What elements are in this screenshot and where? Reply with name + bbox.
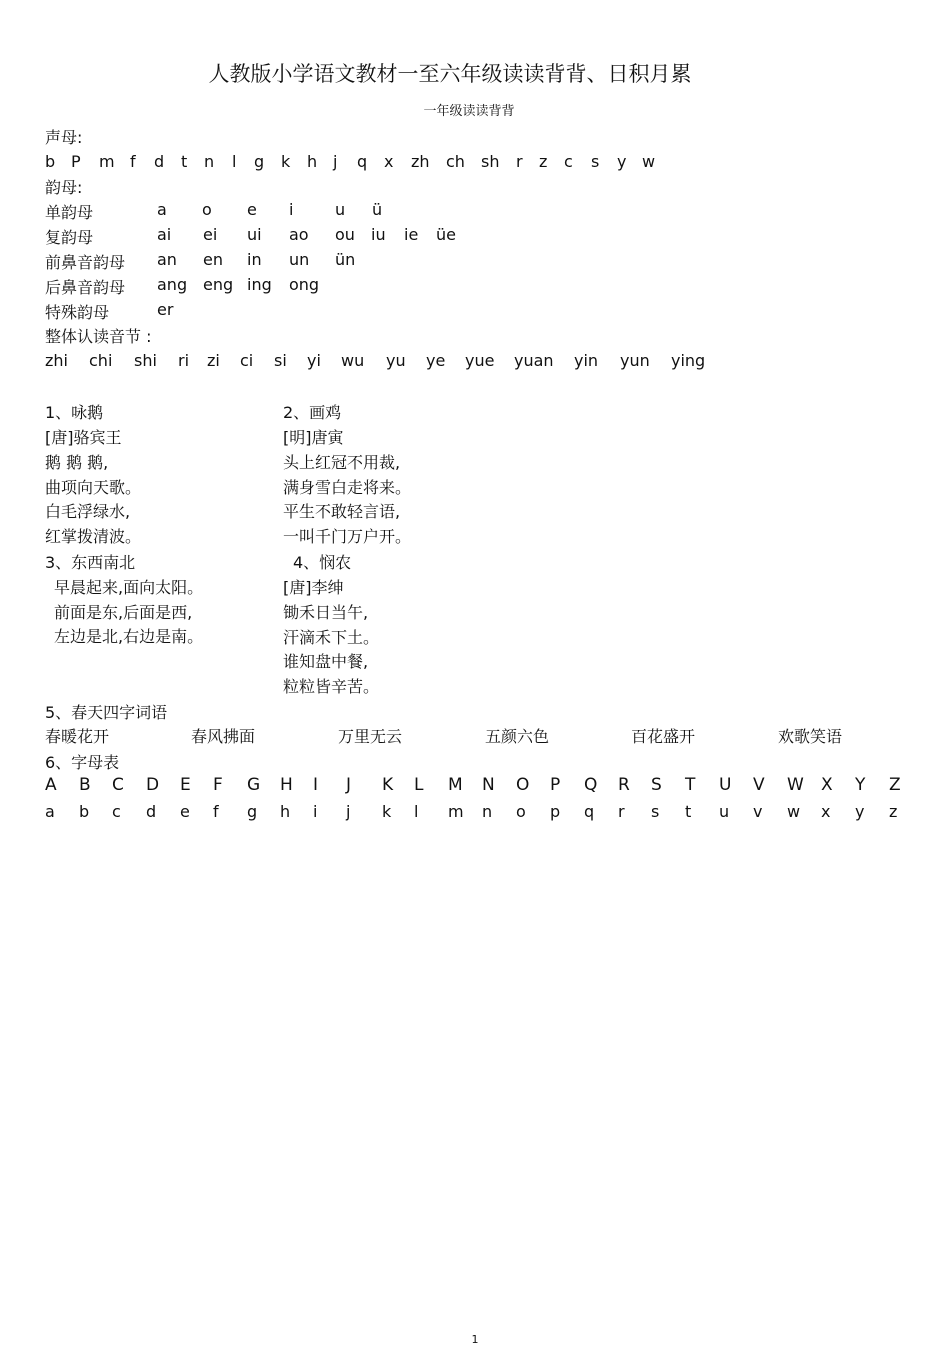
shengmu-item: n [204,152,215,171]
section-subtitle: 一年级读读背背 [423,104,515,119]
alphabet-upper-letter: J [346,775,352,795]
poem-line: 左边是北,右边是南。 [54,627,204,646]
poem-author: [唐]李绅 [283,578,344,597]
poem-line: 白毛浮绿水, [45,502,131,521]
yunmu-item: eng [203,275,234,294]
yunmu-group-name: 单韵母 [45,203,94,222]
shengmu-item: sh [481,152,500,171]
yunmu-item: ün [335,250,356,269]
shengmu-item: q [357,152,368,171]
alphabet-lower-letter: c [112,802,121,821]
yunmu-item: a [157,200,167,219]
shengmu-item: z [539,152,548,171]
poem-title: 2、画鸡 [283,403,342,422]
poem-line: 早晨起来,面向太阳。 [54,578,204,597]
zhengti-item: ri [178,351,190,370]
alphabet-lower-letter: w [787,802,801,821]
zhengti-item: yun [620,351,650,370]
page-title: 人教版小学语文教材一至六年级读读背背、日积月累 [208,62,692,86]
poem-line: 鹅 鹅 鹅, [45,453,109,472]
poem-author: [唐]骆宾王 [45,428,122,447]
alphabet-lower-letter: y [855,802,865,821]
alphabet-lower-letter: o [516,802,526,821]
yunmu-group-name: 后鼻音韵母 [45,278,126,297]
yunmu-label: 韵母: [45,178,83,197]
yunmu-item: un [289,250,310,269]
alphabet-upper-letter: W [787,775,804,795]
yunmu-item: ang [157,275,188,294]
zhengti-item: shi [134,351,157,370]
alphabet-upper-letter: V [753,775,765,795]
alphabet-upper-letter: M [448,775,463,795]
alphabet-lower-letter: h [280,802,291,821]
poem-line: 锄禾日当午, [283,603,369,622]
alphabet-lower-letter: e [180,802,190,821]
alphabet-upper-letter: F [213,775,223,795]
yunmu-group-name: 特殊韵母 [45,303,110,322]
zhengti-item: chi [89,351,113,370]
shengmu-item: s [591,152,600,171]
shengmu-item: w [642,152,656,171]
alphabet-lower-letter: f [213,802,219,821]
shengmu-item: b [45,152,56,171]
yunmu-item: ui [247,225,262,244]
yunmu-item: e [247,200,257,219]
spring-word: 欢歌笑语 [778,727,843,746]
yunmu-item: ao [289,225,309,244]
alphabet-upper-letter: R [618,775,630,795]
spring-word: 万里无云 [338,727,403,746]
alphabet-upper-letter: D [146,775,160,795]
poem-line: 谁知盘中餐, [283,652,369,671]
poem-line: 曲项向天歌。 [45,477,142,497]
yunmu-item: ing [247,275,272,294]
yunmu-item: er [157,300,174,319]
poem-author: [明]唐寅 [283,428,344,447]
poem-title: 4、悯农 [293,553,352,572]
poem-line: 头上红冠不用裁, [283,453,401,472]
zhengti-item: ye [426,351,446,370]
zhengti-item: yue [465,351,495,370]
shengmu-item: y [617,152,627,171]
yunmu-group-name: 复韵母 [45,228,94,247]
alphabet-lower-letter: z [889,802,898,821]
shengmu-item: t [181,152,188,171]
yunmu-item: ü [372,200,383,219]
poem-title: 1、咏鹅 [45,403,104,422]
alphabet-upper-letter: O [516,775,530,795]
alphabet-upper-letter: B [79,775,91,795]
poem-line: 粒粒皆辛苦。 [283,676,380,696]
alphabet-lower-letter: s [651,802,660,821]
shengmu-item: ch [446,152,465,171]
zhengti-item: wu [341,351,365,370]
alphabet-upper-letter: U [719,775,732,795]
shengmu-item: m [99,152,115,171]
zhengti-item: yu [386,351,406,370]
shengmu-item: c [564,152,573,171]
alphabet-lower-letter: q [584,802,595,821]
shengmu-item: l [232,152,237,171]
poem-line: 前面是东,后面是西, [54,602,193,622]
alphabet-upper-letter: K [382,775,394,795]
yunmu-item: en [203,250,223,269]
zhengti-item: yin [574,351,599,370]
poem-title: 3、东西南北 [45,553,136,572]
alphabet-upper-letter: Z [889,775,901,795]
alphabet-lower-letter: m [448,802,464,821]
poem-line: 满身雪白走将来。 [283,477,412,497]
shengmu-item: r [516,152,523,171]
alphabet-lower-letter: i [313,802,318,821]
alphabet-lower-letter: v [753,802,763,821]
alphabet-upper-letter: L [414,775,424,795]
zhengti-label: 整体认读音节 : [45,327,152,346]
spring-word: 百花盛开 [631,727,696,746]
alphabet-lower-letter: k [382,802,392,821]
zhengti-item: si [274,351,287,370]
alphabet-upper-letter: H [280,775,293,795]
yunmu-item: u [335,200,346,219]
shengmu-item: k [281,152,291,171]
page-number: 1 [471,1333,479,1346]
poem-line: 一叫千门万户开。 [283,526,412,546]
yunmu-item: ong [289,275,320,294]
alphabet-lower-letter: x [821,802,831,821]
yunmu-item: ei [203,225,218,244]
alphabet-lower-letter: b [79,802,90,821]
alphabet-lower-letter: d [146,802,157,821]
alphabet-lower-letter: j [346,802,351,821]
alphabet-upper-letter: G [247,775,261,795]
shengmu-item: P [71,152,81,171]
zhengti-item: ci [240,351,254,370]
alphabet-upper-letter: A [45,775,57,795]
alphabet-title: 6、字母表 [45,753,120,772]
yunmu-item: in [247,250,262,269]
poem-line: 汗滴禾下土。 [283,627,380,647]
zhengti-item: yuan [514,351,554,370]
shengmu-item: d [154,152,165,171]
alphabet-upper-letter: Y [855,775,866,795]
poem-line: 红掌拨清波。 [45,526,142,546]
yunmu-item: o [202,200,212,219]
poem-line: 平生不敢轻言语, [283,502,401,521]
yunmu-item: an [157,250,177,269]
alphabet-lower-letter: r [618,802,625,821]
shengmu-label: 声母: [45,128,83,147]
shengmu-item: h [307,152,318,171]
alphabet-upper-letter: P [550,775,561,795]
yunmu-item: ai [157,225,172,244]
spring-words-title: 5、春天四字词语 [45,703,168,722]
zhengti-item: zhi [45,351,68,370]
spring-word: 春风拂面 [191,727,256,746]
zhengti-item: zi [207,351,220,370]
zhengti-item: ying [671,351,706,370]
alphabet-upper-letter: X [821,775,833,795]
yunmu-item: iu [371,225,386,244]
alphabet-upper-letter: C [112,775,124,795]
alphabet-lower-letter: a [45,802,55,821]
alphabet-lower-letter: n [482,802,493,821]
alphabet-lower-letter: u [719,802,730,821]
alphabet-upper-letter: E [180,775,191,795]
alphabet-upper-letter: Q [584,775,598,795]
alphabet-lower-letter: p [550,802,561,821]
alphabet-upper-letter: N [482,775,495,795]
alphabet-lower-letter: l [414,802,419,821]
shengmu-item: f [130,152,136,171]
spring-word: 五颜六色 [485,727,550,746]
zhengti-item: yi [307,351,321,370]
shengmu-item: j [333,152,338,171]
yunmu-group-name: 前鼻音韵母 [45,253,126,272]
alphabet-upper-letter: S [651,775,662,795]
alphabet-lower-letter: t [685,802,692,821]
shengmu-item: zh [411,152,430,171]
alphabet-lower-letter: g [247,802,258,821]
alphabet-upper-letter: I [313,775,319,795]
shengmu-item: g [254,152,265,171]
yunmu-item: ie [404,225,419,244]
shengmu-item: x [384,152,394,171]
alphabet-upper-letter: T [685,775,696,795]
spring-word: 春暖花开 [45,727,110,746]
yunmu-item: ou [335,225,355,244]
yunmu-item: i [289,200,294,219]
yunmu-item: üe [436,225,456,244]
